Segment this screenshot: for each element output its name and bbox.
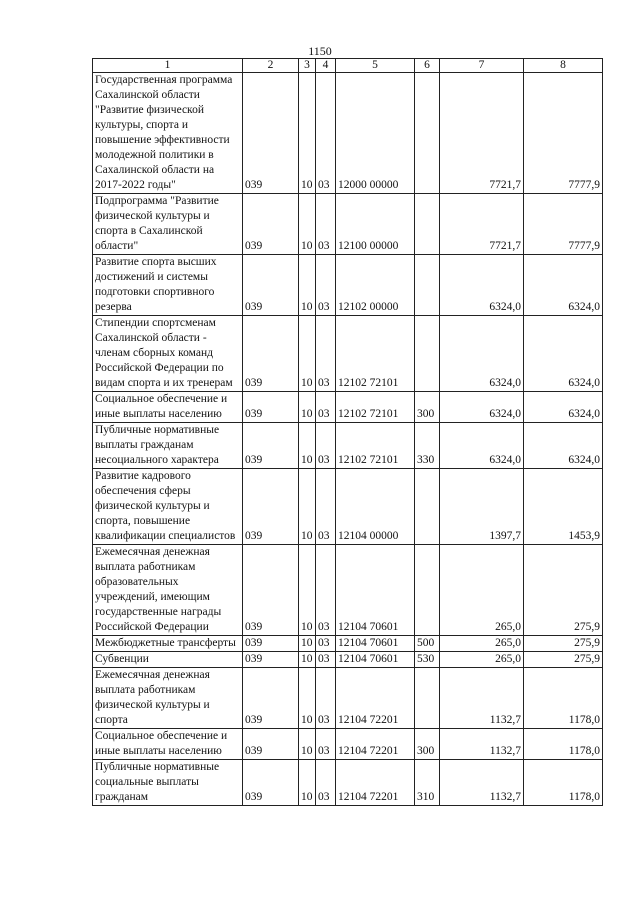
row-amount-col8: 275,9 xyxy=(524,636,603,652)
row-amount-col7: 1397,7 xyxy=(440,469,524,545)
row-subsection-code: 03 xyxy=(316,636,336,652)
row-ministry-code: 039 xyxy=(243,668,299,729)
row-description: Социальное обеспечение и иные выплаты населению xyxy=(93,392,243,423)
table-row xyxy=(93,668,603,729)
row-amount-col8: 1453,9 xyxy=(524,469,603,545)
row-subsection-code: 03 xyxy=(316,760,336,806)
row-amount-col8: 1178,0 xyxy=(524,729,603,760)
header-cell: 3 xyxy=(299,59,316,73)
row-section-code: 10 xyxy=(299,545,316,636)
row-expense-type xyxy=(415,194,440,255)
row-subsection-code: 03 xyxy=(316,194,336,255)
table-row xyxy=(93,760,603,806)
row-subsection-code: 03 xyxy=(316,392,336,423)
row-amount-col7: 6324,0 xyxy=(440,423,524,469)
table-row xyxy=(93,469,603,545)
row-section-code: 10 xyxy=(299,668,316,729)
row-amount-col7: 265,0 xyxy=(440,652,524,668)
header-cell: 6 xyxy=(415,59,440,73)
row-expense-type: 300 xyxy=(415,729,440,760)
row-amount-col7: 1132,7 xyxy=(440,668,524,729)
row-description: Развитие кадрового обеспечения сферы физической культуры и спорта, повышение квалификации специалистов xyxy=(93,469,243,545)
row-ministry-code: 039 xyxy=(243,73,299,194)
row-section-code: 10 xyxy=(299,652,316,668)
row-expense-type xyxy=(415,545,440,636)
row-amount-col8: 6324,0 xyxy=(524,255,603,316)
row-subsection-code: 03 xyxy=(316,469,336,545)
row-description: Стипендии спортсменам Сахалинской области - членам сборных команд Российской Федерации по видам спорта и их тренерам xyxy=(93,316,243,392)
row-subsection-code: 03 xyxy=(316,316,336,392)
row-target-article: 12104 72201 xyxy=(336,729,415,760)
header-cell: 8 xyxy=(524,59,603,73)
row-description: Публичные нормативные выплаты гражданам несоциального характера xyxy=(93,423,243,469)
row-ministry-code: 039 xyxy=(243,316,299,392)
row-amount-col7: 6324,0 xyxy=(440,392,524,423)
row-target-article: 12104 70601 xyxy=(336,545,415,636)
row-amount-col8: 275,9 xyxy=(524,545,603,636)
row-amount-col7: 1132,7 xyxy=(440,760,524,806)
table-row xyxy=(93,73,603,194)
row-subsection-code: 03 xyxy=(316,668,336,729)
row-subsection-code: 03 xyxy=(316,545,336,636)
table-row xyxy=(93,729,603,760)
row-amount-col7: 265,0 xyxy=(440,636,524,652)
row-section-code: 10 xyxy=(299,636,316,652)
row-description: Публичные нормативные социальные выплаты гражданам xyxy=(93,760,243,806)
row-section-code: 10 xyxy=(299,73,316,194)
row-amount-col7: 1132,7 xyxy=(440,729,524,760)
header-cell: 7 xyxy=(440,59,524,73)
row-ministry-code: 039 xyxy=(243,255,299,316)
row-amount-col7: 6324,0 xyxy=(440,255,524,316)
row-description: Подпрограмма "Развитие физической культуры и спорта в Сахалинской области" xyxy=(93,194,243,255)
row-subsection-code: 03 xyxy=(316,729,336,760)
row-description: Государственная программа Сахалинской области "Развитие физической культуры, спорта и повышение эффективности молодежной политики в Сахалинской области на 2017-2022 годы" xyxy=(93,73,243,194)
header-cell: 4 xyxy=(316,59,336,73)
row-target-article: 12102 72101 xyxy=(336,423,415,469)
row-section-code: 10 xyxy=(299,316,316,392)
table-row xyxy=(93,652,603,668)
row-expense-type: 310 xyxy=(415,760,440,806)
row-ministry-code: 039 xyxy=(243,760,299,806)
row-description: Субвенции xyxy=(93,652,243,668)
row-expense-type: 330 xyxy=(415,423,440,469)
row-target-article: 12102 00000 xyxy=(336,255,415,316)
header-cell: 2 xyxy=(243,59,299,73)
row-target-article: 12102 72101 xyxy=(336,316,415,392)
row-section-code: 10 xyxy=(299,194,316,255)
table-row xyxy=(93,255,603,316)
row-ministry-code: 039 xyxy=(243,423,299,469)
row-section-code: 10 xyxy=(299,760,316,806)
row-target-article: 12100 00000 xyxy=(336,194,415,255)
row-amount-col8: 6324,0 xyxy=(524,392,603,423)
row-ministry-code: 039 xyxy=(243,469,299,545)
row-expense-type: 300 xyxy=(415,392,440,423)
row-amount-col8: 7777,9 xyxy=(524,73,603,194)
row-target-article: 12000 00000 xyxy=(336,73,415,194)
row-ministry-code: 039 xyxy=(243,194,299,255)
row-section-code: 10 xyxy=(299,469,316,545)
row-amount-col8: 275,9 xyxy=(524,652,603,668)
row-amount-col8: 6324,0 xyxy=(524,423,603,469)
row-description: Социальное обеспечение и иные выплаты населению xyxy=(93,729,243,760)
table-row xyxy=(93,423,603,469)
row-amount-col7: 7721,7 xyxy=(440,194,524,255)
row-expense-type xyxy=(415,73,440,194)
row-subsection-code: 03 xyxy=(316,255,336,316)
row-target-article: 12102 72101 xyxy=(336,392,415,423)
row-amount-col7: 265,0 xyxy=(440,545,524,636)
row-subsection-code: 03 xyxy=(316,423,336,469)
header-cell: 5 xyxy=(336,59,415,73)
row-target-article: 12104 72201 xyxy=(336,668,415,729)
row-target-article: 12104 00000 xyxy=(336,469,415,545)
table-row xyxy=(93,636,603,652)
row-expense-type: 500 xyxy=(415,636,440,652)
budget-table xyxy=(92,58,603,806)
row-subsection-code: 03 xyxy=(316,652,336,668)
row-section-code: 10 xyxy=(299,255,316,316)
row-description: Ежемесячная денежная выплата работникам образовательных учреждений, имеющим государственные награды Российской Федерации xyxy=(93,545,243,636)
row-amount-col8: 1178,0 xyxy=(524,760,603,806)
row-amount-col7: 6324,0 xyxy=(440,316,524,392)
table-row xyxy=(93,392,603,423)
table-row xyxy=(93,316,603,392)
table-row xyxy=(93,545,603,636)
row-description: Развитие спорта высших достижений и системы подготовки спортивного резерва xyxy=(93,255,243,316)
row-expense-type xyxy=(415,469,440,545)
row-subsection-code: 03 xyxy=(316,73,336,194)
row-ministry-code: 039 xyxy=(243,545,299,636)
row-ministry-code: 039 xyxy=(243,652,299,668)
row-expense-type xyxy=(415,255,440,316)
row-section-code: 10 xyxy=(299,729,316,760)
row-target-article: 12104 72201 xyxy=(336,760,415,806)
row-description: Ежемесячная денежная выплата работникам физической культуры и спорта xyxy=(93,668,243,729)
header-row xyxy=(93,59,603,73)
table-row xyxy=(93,194,603,255)
row-ministry-code: 039 xyxy=(243,636,299,652)
row-amount-col8: 7777,9 xyxy=(524,194,603,255)
row-ministry-code: 039 xyxy=(243,392,299,423)
row-expense-type: 530 xyxy=(415,652,440,668)
row-amount-col8: 1178,0 xyxy=(524,668,603,729)
row-section-code: 10 xyxy=(299,392,316,423)
row-target-article: 12104 70601 xyxy=(336,636,415,652)
row-ministry-code: 039 xyxy=(243,729,299,760)
header-cell: 1 xyxy=(93,59,243,73)
row-expense-type xyxy=(415,668,440,729)
row-target-article: 12104 70601 xyxy=(336,652,415,668)
row-expense-type xyxy=(415,316,440,392)
page-number: 1150 xyxy=(308,44,332,58)
row-section-code: 10 xyxy=(299,423,316,469)
row-description: Межбюджетные трансферты xyxy=(93,636,243,652)
row-amount-col8: 6324,0 xyxy=(524,316,603,392)
row-amount-col7: 7721,7 xyxy=(440,73,524,194)
